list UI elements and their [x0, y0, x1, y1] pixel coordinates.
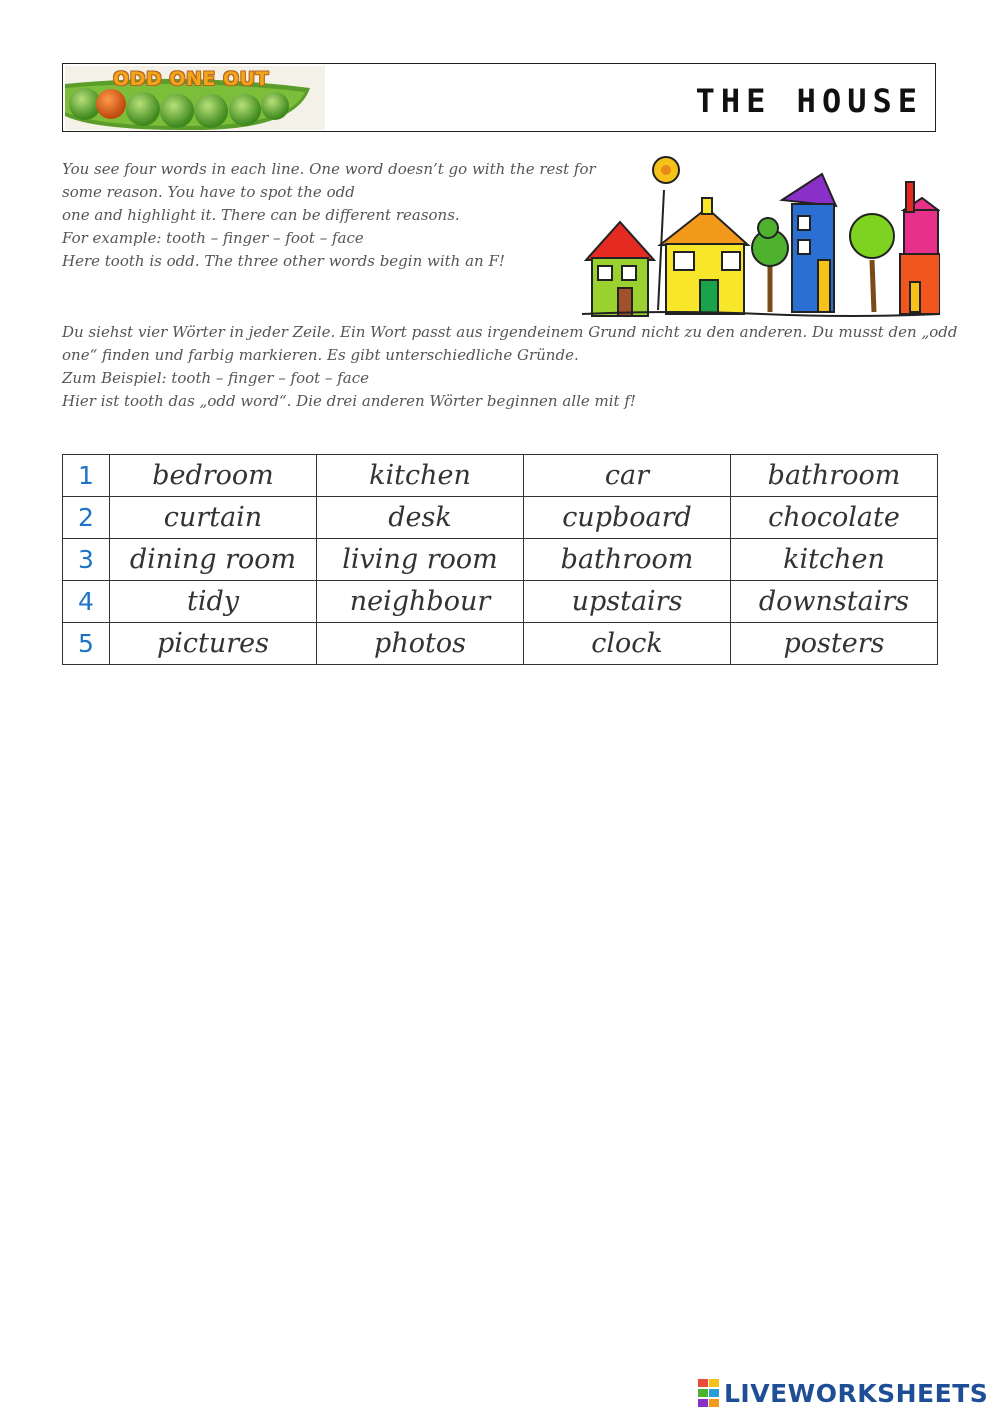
word-cell[interactable]: neighbour: [317, 581, 524, 623]
odd-one-out-table: [62, 454, 938, 665]
odd-one-out-logo: [65, 66, 325, 130]
instruction-line: Du siehst vier Wörter in jeder Zeile. Ein Wort passt aus irgendeinem Grund nicht zu den anderen. Du musst den „odd: [62, 323, 958, 341]
instruction-line: one“ finden und farbig markieren. Es gibt unterschiedliche Gründe.: [62, 346, 579, 364]
table-row: [63, 623, 938, 665]
logo-text: ODD ONE OUT: [113, 68, 269, 90]
instruction-line: Here tooth is odd. The three other words begin with an F!: [62, 252, 505, 270]
houses-illustration: [582, 150, 940, 320]
liveworksheets-logo-icon: [698, 1379, 720, 1407]
page-title: THE HOUSE: [695, 82, 923, 120]
word-cell[interactable]: bathroom: [524, 539, 731, 581]
word-cell[interactable]: photos: [317, 623, 524, 665]
word-cell[interactable]: kitchen: [317, 455, 524, 497]
word-cell[interactable]: bathroom: [731, 455, 938, 497]
instruction-line: Zum Beispiel: tooth – finger – foot – face: [62, 369, 369, 387]
word-cell[interactable]: chocolate: [731, 497, 938, 539]
row-number: 3: [63, 539, 110, 581]
table-row: [63, 539, 938, 581]
row-number: 4: [63, 581, 110, 623]
table-row: [63, 581, 938, 623]
word-cell[interactable]: upstairs: [524, 581, 731, 623]
row-number: 2: [63, 497, 110, 539]
liveworksheets-footer[interactable]: [698, 1376, 988, 1410]
word-cell[interactable]: downstairs: [731, 581, 938, 623]
word-cell[interactable]: posters: [731, 623, 938, 665]
word-cell[interactable]: clock: [524, 623, 731, 665]
header-box: [62, 63, 936, 132]
word-cell[interactable]: bedroom: [110, 455, 317, 497]
word-cell[interactable]: cupboard: [524, 497, 731, 539]
instruction-line: Hier ist tooth das „odd word“. Die drei anderen Wörter beginnen alle mit f!: [62, 392, 636, 410]
word-cell[interactable]: tidy: [110, 581, 317, 623]
instruction-line: You see four words in each line. One word doesn’t go with the rest for: [62, 160, 596, 178]
table-row: [63, 497, 938, 539]
word-cell[interactable]: living room: [317, 539, 524, 581]
word-cell[interactable]: pictures: [110, 623, 317, 665]
row-number: 5: [63, 623, 110, 665]
word-cell[interactable]: kitchen: [731, 539, 938, 581]
instruction-line: For example: tooth – finger – foot – face: [62, 229, 364, 247]
word-cell[interactable]: dining room: [110, 539, 317, 581]
row-number: 1: [63, 455, 110, 497]
liveworksheets-brand: LIVEWORKSHEETS: [724, 1378, 989, 1408]
instruction-line: one and highlight it. There can be different reasons.: [62, 206, 460, 224]
instructions-english: [62, 158, 612, 273]
instruction-line: some reason. You have to spot the odd: [62, 183, 355, 201]
word-cell[interactable]: curtain: [110, 497, 317, 539]
table-row: [63, 455, 938, 497]
instructions-german: [62, 321, 958, 413]
word-cell[interactable]: desk: [317, 497, 524, 539]
word-cell[interactable]: car: [524, 455, 731, 497]
